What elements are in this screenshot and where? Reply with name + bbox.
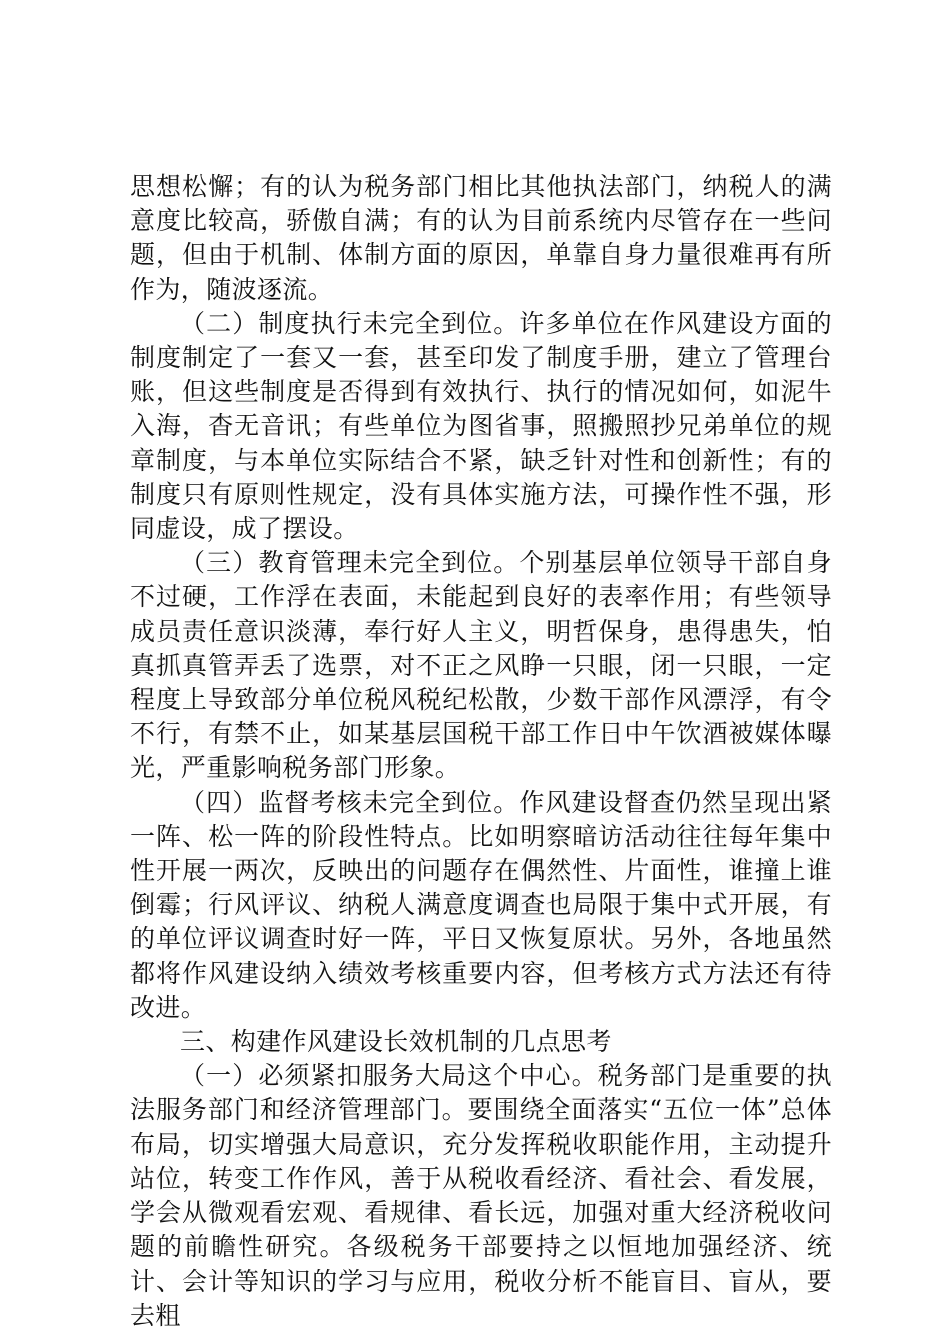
paragraph-continuation: 思想松懈；有的认为税务部门相比其他执法部门，纳税人的满意度比较高，骄傲自满；有的认为目前系统内尽管存在一些问题，但由于机制、体制方面的原因，单靠自身力量很难再有所作为，随波逐流。 [130,172,832,304]
paragraph-institution-execution: （二）制度执行未完全到位。许多单位在作风建设方面的制度制定了一套又一套，甚至印发了制度手册，建立了管理台账，但这些制度是否得到有效执行、执行的情况如何，如泥牛入海，杳无音讯；有些单位为图省事，照搬照抄兄弟单位的规章制度，与本单位实际结合不紧，缺乏针对性和创新性；有的制度只有原则性规定，没有具体实施方法，可操作性不强，形同虚设，成了摆设。 [130,308,832,544]
paragraph-education-management: （三）教育管理未完全到位。个别基层单位领导干部自身不过硬，工作浮在表面，未能起到良好的表率作用；有些领导成员责任意识淡薄，奉行好人主义，明哲保身，患得患失，怕真抓真管弄丢了选票，对不正之风睁一只眼，闭一只眼，一定程度上导致部分单位税风税纪松散，少数干部作风漂浮，有令不行，有禁不止，如某基层国税干部工作日中午饮酒被媒体曝光，严重影响税务部门形象。 [130,548,832,783]
document-body [130,170,832,1333]
paragraph-serve-overall-situation: （一）必须紧扣服务大局这个中心。税务部门是重要的执法服务部门和经济管理部门。要围绕全面落实“五位一体”总体布局，切实增强大局意识，充分发挥税收职能作用，主动提升站位，转变工作作风，善于从税收看经济、看社会、看发展，学会从微观看宏观、看规律、看长远，加强对重大经济税收问题的前瞻性研究。各级税务干部要持之以恒地加强经济、统计、会计等知识的学习与应用，税收分析不能盲目、盲从，要去粗 [130,1061,832,1330]
paragraph-supervision-assessment: （四）监督考核未完全到位。作风建设督查仍然呈现出紧一阵、松一阵的阶段性特点。比如明察暗访活动往往每年集中性开展一两次，反映出的问题存在偶然性、片面性，谁撞上谁倒霉；行风评议、纳税人满意度调查也局限于集中式开展，有的单位评议调查时好一阵，平日又恢复原状。另外，各地虽然都将作风建设纳入绩效考核重要内容，但考核方式方法还有待改进。 [130,787,832,1022]
section-heading-three: 三、构建作风建设长效机制的几点思考 [180,1027,612,1057]
